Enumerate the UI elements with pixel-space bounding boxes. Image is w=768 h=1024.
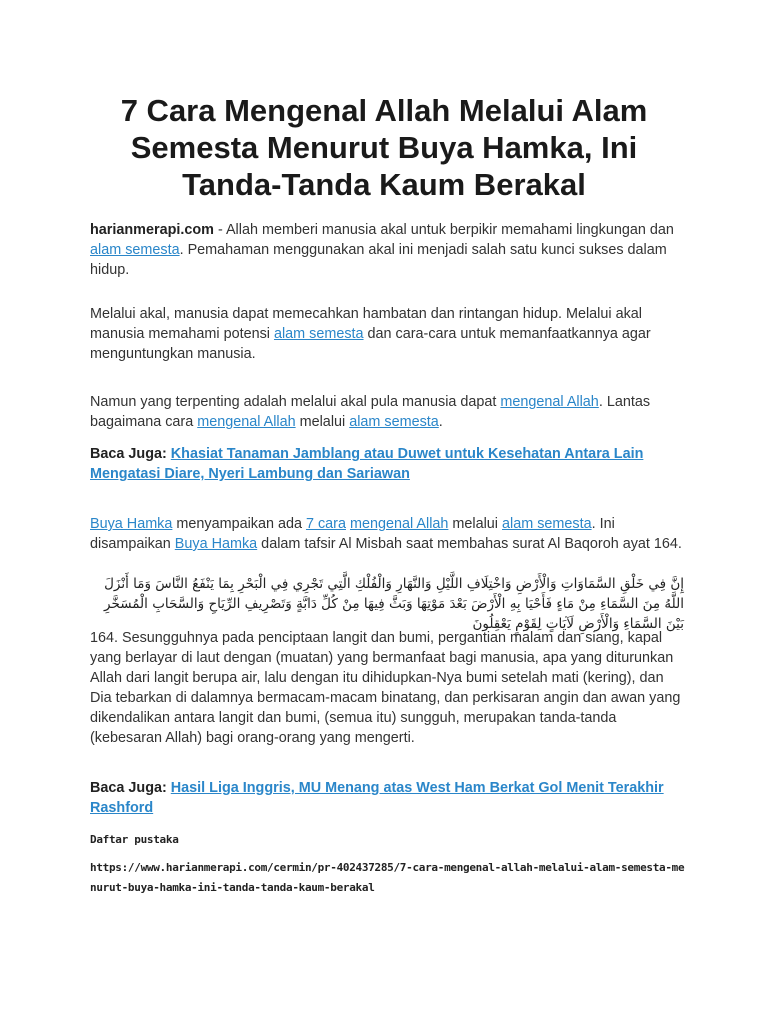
text: . Ini disampaikan <box>90 516 615 552</box>
text: Namun yang terpenting adalah melalui akal pula manusia dapat <box>90 394 501 410</box>
arabic-verse: إِنَّ فِي خَلْقِ السَّمَاوَاتِ وَالْأَرْضِ وَاخْتِلَافِ اللَّيْلِ وَالنَّهَارِ وَالْفُلْكِ الَّتِي تَجْرِي فِي الْبَحْرِ بِمَا يَنْفَعُ النَّاسَ وَمَا أَنْزَلَ اللَّهُ مِنَ السَّمَاءِ مِنْ مَاءٍ فَأَحْيَا بِهِ الْأَرْضَ بَعْدَ مَوْتِهَا وَبَثَّ فِيهَا مِنْ كُلِّ دَابَّةٍ وَتَصْرِيفِ الرِّيَاحِ وَالسَّحَابِ الْمُسَخَّرِ بَيْنَ السَّمَاءِ وَالْأَرْضِ لَآيَاتٍ لِقَوْمٍ يَعْقِلُونَ <box>104 576 684 632</box>
related-article-2 <box>90 778 690 818</box>
link-buya-hamka[interactable]: Buya Hamka <box>174 536 258 552</box>
text: - Allah memberi manusia akal untuk berpikir memahami lingkungan dan <box>213 222 674 238</box>
text: melalui <box>295 414 350 430</box>
text: . Lantas bagaimana cara <box>90 394 651 430</box>
text: . Pemahaman menggunakan akal ini menjadi salah satu kunci sukses dalam hidup. <box>90 242 667 278</box>
link-buya-hamka[interactable]: Buya Hamka <box>90 516 173 532</box>
link-7-cara[interactable]: 7 cara <box>305 516 346 532</box>
reference-url[interactable]: https://www.harianmerapi.com/cermin/pr-402437285/7-cara-mengenal-allah-melalui-alam-semesta-menurut-buya-hamka-ini-tanda-tanda-kaum-berakal <box>90 861 685 894</box>
intro-paragraph <box>90 220 682 280</box>
link-alam-semesta[interactable]: alam semesta <box>90 242 180 258</box>
text: dan cara-cara untuk memanfaatkannya agar menguntungkan manusia. <box>90 326 651 362</box>
article-title: 7 Cara Mengenal Allah Melalui Alam Semesta Menurut Buya Hamka, Ini Tanda-Tanda Kaum Berakal <box>120 93 648 202</box>
paragraph-2 <box>90 304 682 364</box>
related-article-link-1[interactable]: Khasiat Tanaman Jamblang atau Duwet untuk Kesehatan Antara Lain Mengatasi Diare, Nyeri Lambung dan Sariawan <box>90 446 644 482</box>
baca-juga-label: Baca Juga: <box>90 780 171 796</box>
text: . <box>438 414 443 430</box>
related-article-1 <box>90 444 690 484</box>
paragraph-4 <box>90 514 682 554</box>
source-name: harianmerapi.com <box>90 222 214 238</box>
text: melalui <box>448 516 502 532</box>
references-heading: Daftar pustaka <box>90 833 179 846</box>
link-mengenal-allah[interactable]: mengenal Allah <box>349 516 449 532</box>
link-alam-semesta[interactable]: alam semesta <box>502 516 592 532</box>
link-alam-semesta[interactable]: alam semesta <box>273 326 364 342</box>
link-alam-semesta[interactable]: alam semesta <box>349 414 439 430</box>
paragraph-3 <box>90 392 682 432</box>
baca-juga-label: Baca Juga: <box>90 446 171 462</box>
link-mengenal-allah[interactable]: mengenal Allah <box>500 394 599 410</box>
text: menyampaikan ada <box>172 516 306 532</box>
text: Melalui akal, manusia dapat memecahkan hambatan dan rintangan hidup. Melalui akal manusia memahami potensi <box>90 306 642 342</box>
verse-translation: 164. Sesungguhnya pada penciptaan langit dan bumi, pergantian malam dan siang, kapal yang berlayar di laut dengan (muatan) yang bermanfaat bagi manusia, apa yang diturunkan Allah dari langit berupa air, lalu dengan itu dihidupkan-Nya bumi setelah mati (kering), dan Dia tebarkan di dalamnya bermacam-macam binatang, dan perkisaran angin dan awan yang dikendalikan antara langit dan bumi, (semua itu) sungguh, merupakan tanda-tanda (kebesaran Allah) bagi orang-orang yang mengerti. <box>90 630 681 746</box>
text: dalam tafsir Al Misbah saat membahas surat Al Baqoroh ayat 164. <box>257 536 682 552</box>
link-mengenal-allah[interactable]: mengenal Allah <box>197 414 296 430</box>
related-article-link-2[interactable]: Hasil Liga Inggris, MU Menang atas West Ham Berkat Gol Menit Terakhir Rashford <box>90 780 664 816</box>
